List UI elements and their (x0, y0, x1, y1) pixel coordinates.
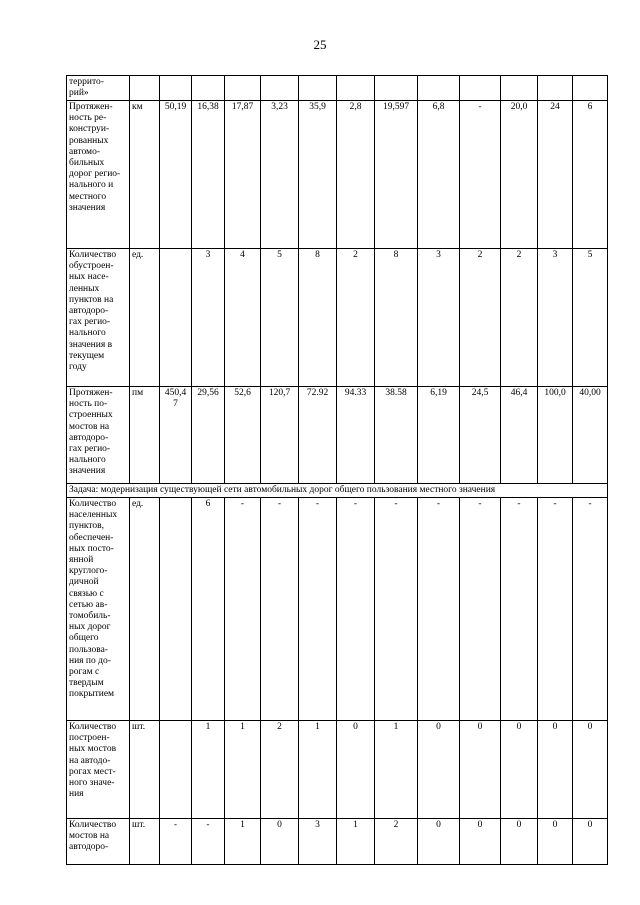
indicator-name-line: ния по до- (69, 655, 111, 666)
indicator-name-line: мостов на (69, 831, 110, 842)
value-cell: - (418, 498, 460, 721)
table-row (67, 498, 608, 721)
indicator-name-line: ных дорог (69, 622, 111, 633)
value-cell: 38.58 (375, 387, 418, 484)
value-cell: - (261, 498, 299, 721)
indicator-name-line: бильных (69, 158, 105, 169)
indicator-name-line: текущем (69, 350, 105, 361)
indicator-name-line: террито- (69, 77, 104, 87)
value-cell: 3 (299, 819, 337, 865)
value-line: 450,4 (164, 388, 187, 398)
table-row (67, 387, 608, 484)
value-cell: 52,6 (225, 387, 261, 484)
indicator-name-line: Количество (69, 499, 117, 509)
indicator-name-line: нального (69, 328, 106, 339)
value-cell: 0 (460, 721, 501, 819)
value-cell: 1 (299, 721, 337, 819)
value-cell: 29,56 (192, 387, 225, 484)
value-cell (337, 76, 375, 101)
value-cell (225, 76, 261, 101)
value-cell: 19,597 (375, 101, 418, 249)
value-cell: 5 (261, 249, 299, 387)
value-cell: 1 (337, 819, 375, 865)
value-cell: 46,4 (501, 387, 538, 484)
indicator-name-line: автодоро- (69, 842, 109, 853)
value-cell: 2 (501, 249, 538, 387)
indicator-name-cell (67, 76, 130, 101)
indicator-name-line: гах регио- (69, 317, 111, 328)
indicator-name-line: построен- (69, 733, 110, 744)
indicator-name-line: конструи- (69, 124, 110, 135)
value-cell: - (299, 498, 337, 721)
indicator-name-cell (67, 101, 130, 249)
indicator-name-line: автомо- (69, 146, 100, 157)
indicator-name-line: рогах мест- (69, 766, 116, 777)
value-cell: 1 (225, 721, 261, 819)
value-cell: 16,38 (192, 101, 225, 249)
value-cell: 24 (538, 101, 573, 249)
indicator-name-line: обустроен- (69, 261, 114, 272)
value-cell: 3 (192, 249, 225, 387)
unit-cell: шт. (130, 721, 160, 819)
value-cell (573, 76, 608, 101)
value-cell: 5 (573, 249, 608, 387)
table-row (67, 101, 608, 249)
table-row (67, 721, 608, 819)
indicator-name-line: ленных (69, 283, 100, 294)
indicator-name-cell (67, 819, 130, 865)
value-cell (160, 249, 192, 387)
indicator-name-line: ного значе- (69, 778, 115, 789)
value-cell: 17,87 (225, 101, 261, 249)
value-cell: - (225, 498, 261, 721)
indicator-name-cell (67, 721, 130, 819)
value-cell: 0 (538, 819, 573, 865)
indicator-name-line: Количество (69, 820, 117, 830)
indicator-name-line: ния (69, 789, 84, 800)
value-cell (160, 387, 192, 484)
value-cell: 2 (460, 249, 501, 387)
value-cell: 2 (375, 819, 418, 865)
indicator-name-line: связью с (69, 588, 104, 599)
indicator-name-line: янной (69, 555, 94, 566)
indicator-name-line: ных мостов (69, 744, 117, 755)
unit-cell: км (130, 101, 160, 249)
indicator-name-line: значения в (69, 339, 113, 350)
indicator-name-line: мостов на (69, 421, 110, 432)
value-cell: - (337, 498, 375, 721)
value-cell: 0 (460, 819, 501, 865)
value-cell (418, 76, 460, 101)
indicator-name-line: значения (69, 202, 106, 213)
value-cell: 2,8 (337, 101, 375, 249)
unit-cell: ед. (130, 498, 160, 721)
indicator-name-line: твердым (69, 678, 104, 689)
indicators-table (66, 75, 608, 865)
value-cell (160, 721, 192, 819)
value-cell: 8 (375, 249, 418, 387)
indicator-name-line: общего (69, 633, 99, 644)
value-cell: 0 (501, 819, 538, 865)
indicator-name-cell (67, 387, 130, 484)
value-cell (299, 76, 337, 101)
indicator-name-line: сетью ав- (69, 599, 108, 610)
indicator-name-line: ность по- (69, 399, 108, 410)
indicator-name-line: ность ре- (69, 113, 107, 124)
value-cell: - (573, 498, 608, 721)
indicator-name-line: населенных (69, 510, 118, 521)
value-cell (460, 76, 501, 101)
value-cell: - (501, 498, 538, 721)
value-cell: 72.92 (299, 387, 337, 484)
indicator-name-line: пользова- (69, 644, 108, 655)
table-row (67, 249, 608, 387)
value-cell: - (192, 819, 225, 865)
indicator-name-line: автодоро- (69, 306, 109, 317)
indicator-name-line: гах регио- (69, 444, 111, 455)
unit-cell: пм (130, 387, 160, 484)
indicator-name-line: Протяжен- (69, 388, 113, 398)
value-cell: - (460, 498, 501, 721)
indicator-name-line: рий» (69, 88, 89, 99)
value-cell: 1 (192, 721, 225, 819)
indicator-name-line: томобиль- (69, 611, 111, 622)
value-line: 7 (173, 399, 178, 410)
indicator-name-line: круглого- (69, 566, 108, 577)
value-cell: 1 (225, 819, 261, 865)
value-cell: 6,8 (418, 101, 460, 249)
indicator-name-line: дичной (69, 577, 99, 588)
value-cell: 2 (337, 249, 375, 387)
table-row (67, 76, 608, 101)
value-cell (538, 76, 573, 101)
task-row (67, 484, 608, 498)
indicator-name-line: Протяжен- (69, 102, 113, 112)
value-cell (160, 498, 192, 721)
unit-cell: ед. (130, 249, 160, 387)
indicator-name-line: нального и (69, 180, 114, 191)
value-cell: 40,00 (573, 387, 608, 484)
indicator-name-line: на автодо- (69, 755, 111, 766)
indicator-name-line: Количество (69, 250, 117, 260)
indicator-name-line: пунктов, (69, 521, 105, 532)
indicator-name-line: году (69, 362, 87, 373)
indicator-name-cell (67, 498, 130, 721)
indicator-name-line: рованных (69, 135, 109, 146)
indicator-name-line: покрытием (69, 689, 115, 700)
value-cell: 3 (538, 249, 573, 387)
indicator-name-line: ных посто- (69, 543, 114, 554)
indicator-name-line: обеспечен- (69, 532, 114, 543)
value-cell: 4 (225, 249, 261, 387)
indicator-name-line: местного (69, 191, 107, 202)
indicator-name-line: нального (69, 455, 106, 466)
indicator-name-cell (67, 249, 130, 387)
value-cell: 100,0 (538, 387, 573, 484)
value-cell: 1 (375, 721, 418, 819)
value-cell: 0 (337, 721, 375, 819)
indicator-name-line: значения (69, 466, 106, 477)
value-cell: 0 (538, 721, 573, 819)
value-cell: 35,9 (299, 101, 337, 249)
indicator-name-line: пунктов на (69, 294, 114, 305)
value-cell: - (538, 498, 573, 721)
unit-cell: шт. (130, 819, 160, 865)
value-cell: 50,19 (160, 101, 192, 249)
indicator-name-line: Количество (69, 722, 117, 732)
value-cell: 6,19 (418, 387, 460, 484)
value-cell (375, 76, 418, 101)
task-heading: Задача: модернизация существующей сети автомобильных дорог общего пользования местного значения (67, 484, 608, 498)
value-cell: 0 (501, 721, 538, 819)
value-cell (261, 76, 299, 101)
value-cell: 8 (299, 249, 337, 387)
value-cell: - (160, 819, 192, 865)
indicator-name-line: рогам с (69, 667, 100, 678)
value-cell: 120,7 (261, 387, 299, 484)
indicator-name-line: ных насе- (69, 272, 109, 283)
unit-cell (130, 76, 160, 101)
value-cell: 6 (573, 101, 608, 249)
table-row (67, 819, 608, 865)
value-cell (501, 76, 538, 101)
indicator-name-line: строенных (69, 410, 113, 421)
value-cell: - (375, 498, 418, 721)
value-cell: 20,0 (501, 101, 538, 249)
value-cell: 94.33 (337, 387, 375, 484)
value-cell: - (460, 101, 501, 249)
value-cell (192, 76, 225, 101)
indicator-name-line: дорог регио- (69, 169, 121, 180)
value-cell: 0 (418, 819, 460, 865)
value-cell: 2 (261, 721, 299, 819)
indicator-name-line: автодоро- (69, 432, 109, 443)
value-cell: 24,5 (460, 387, 501, 484)
value-cell: 0 (261, 819, 299, 865)
value-cell: 3,23 (261, 101, 299, 249)
page-number: 25 (313, 37, 327, 52)
value-cell (160, 76, 192, 101)
value-cell: 6 (192, 498, 225, 721)
value-cell: 3 (418, 249, 460, 387)
value-cell: 0 (573, 819, 608, 865)
value-cell: 0 (418, 721, 460, 819)
value-cell: 0 (573, 721, 608, 819)
